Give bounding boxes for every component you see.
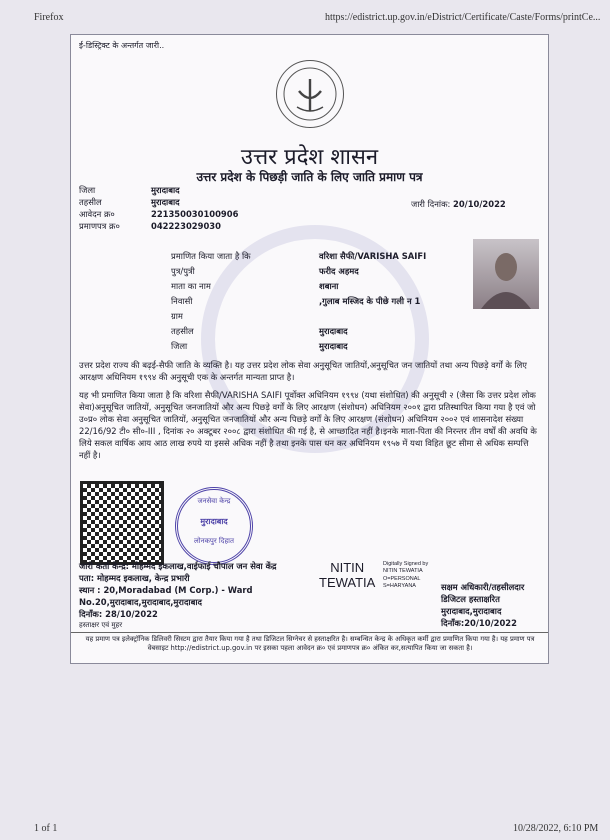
signature-line: हस्ताक्षर एवं मुहर [79, 620, 123, 629]
footer-divider [71, 632, 548, 633]
signer-name-line-2: TEWATIA [319, 574, 376, 590]
seal-top-text: जनसेवा केन्द्र [197, 497, 231, 505]
father-name: फरीद अहमद [319, 266, 359, 276]
issue-date-line: दिनाँक: 28/10/2022 [79, 608, 158, 619]
detail-label: निवासी [171, 296, 193, 306]
authority-title: सक्षम अधिकारी/तहसीलदार [441, 582, 525, 592]
page-url: https://edistrict.up.gov.in/eDistrict/Certificate/Caste/Forms/printCe... [325, 12, 601, 23]
detail-label: जिला [171, 341, 188, 351]
certificate-no-label: प्रमाणपत्र क्र० [79, 220, 120, 231]
detail-row [171, 251, 461, 266]
page-indicator: 1 of 1 [34, 823, 58, 834]
issuing-centre: जारी कर्ता केन्द्र: मोहम्मद इकलाख,वाईफाई चौपाल जन सेवा केंद्र [79, 561, 277, 571]
applicant-name: वरिशा सैफी/VARISHA SAIFI [319, 251, 427, 261]
caste-statement: उत्तर प्रदेश राज्य की बढ़ई-सैफी जाति के व्यक्ति है। यह उत्तर प्रदेश लोक सेवा अनुसूचित जातियों,अनुसूचित जन जातियों तथा अन्य पिछड़े वर्गों के लिए आरक्षण अधिनियम १९९४ की अनुसूची एक के अन्तर्गत मान्यता प्राप्त है। [79, 360, 527, 382]
detail-row [171, 266, 461, 281]
tehsil-detail-value: मुरादाबाद [319, 326, 348, 336]
detail-row [171, 311, 461, 326]
seal-mid-text: मुरादाबाद [200, 517, 228, 526]
detail-block [171, 251, 461, 356]
tehsil-value: मुरादाबाद [151, 196, 180, 207]
qr-code [80, 481, 164, 565]
applicant-photo [473, 239, 539, 309]
digital-signature-text: Digitally Signed by NITIN TEWATIA O=PERSONAL S=HARYANA [383, 561, 429, 590]
signer-name-line-1: NITIN [330, 560, 365, 575]
mother-name: शबाना [319, 281, 339, 291]
address-line-2: No.20,मुरादाबाद,मुरादाबाद,मुरादाबाद [79, 596, 202, 607]
certificate-title: उत्तर प्रदेश शासन [240, 145, 379, 170]
district-value: मुरादाबाद [151, 185, 180, 195]
issue-date-value: 20/10/2022 [453, 199, 506, 209]
centre-in-charge: पता: मोहम्मद इकलाख, केन्द्र प्रभारी [79, 572, 190, 583]
detail-label: ग्राम [171, 311, 183, 321]
address-value: ,गुलाब मस्जिद के पीछे गली न 1 [319, 296, 421, 306]
signer-name [319, 561, 375, 591]
district-label: जिला [79, 185, 96, 195]
authority-digital: डिजिटल हस्ताक्षरित [441, 593, 500, 604]
issue-date [411, 199, 506, 211]
office-seal [175, 487, 253, 565]
detail-label: तहसील [171, 326, 194, 336]
detail-row [171, 296, 461, 311]
detail-row [171, 281, 461, 296]
authority-date: दिनाँक:20/10/2022 [441, 617, 517, 628]
district-detail-value: मुरादाबाद [319, 341, 348, 351]
print-timestamp: 10/28/2022, 6:10 PM [513, 823, 599, 834]
application-number: 221350030100906 [151, 208, 239, 219]
authority-place: मुरादाबाद,मुरादाबाद [441, 605, 502, 616]
address-line-1: स्थान : 20,Moradabad (M Corp.) - Ward [79, 584, 253, 595]
detail-label: प्रमाणित किया जाता है कि [171, 251, 251, 261]
authority-block [441, 582, 545, 630]
detail-label: माता का नाम [171, 281, 211, 291]
meta-labels [79, 185, 120, 233]
issue-date-label: जारी दिनांक: [411, 199, 451, 209]
verification-footnote: यह प्रमाण पत्र इलेक्ट्रॉनिक डिलिवरी सिस्टम द्वारा तैयार किया गया है तथा डिजिटल सिग्नेचर से हस्ताक्षरित है। सम्बन्धित केन्द्र के अधिकृत कर्मी द्वारा प्रमाणित किया गया है। यह प्रमाण पत्र वेबसाइट http://edistrict.up.gov.in पर इसका पहला आवेदन क्र० एवं प्रमाणपत्र क्र० अंकित कर,सत्यापित किया जा सकता है। [85, 635, 535, 653]
top-note: ई-डिस्ट्रिक्ट के अन्तर्गत जारी.. [79, 41, 165, 50]
browser-app-name: Firefox [34, 12, 64, 23]
detail-label: पुत्र/पुत्री [171, 266, 195, 276]
detail-row [171, 326, 461, 341]
eligibility-statement: यह भी प्रमाणित किया जाता है कि वरिशा सैफी/VARISHA SAIFI पूर्वोक्त अधिनियम १९९४ (यथा संशोधित) की अनुसूची २ (जैसा कि उत्तर प्रदेश लोक सेवा)अनुसूचित जातियों, अनुसूचित जनजातियों और अन्य पिछड़े वर्गों के लिए आरक्षण (संशोधन) अधिनियम २००१ द्वारा प्रतिस्थापित किया गया है एवं जो उ०प्र० लोक सेवा अनुसूचित जातियों, अनुसूचित जनजातियों और अन्य पिछड़े वर्गों के लिए आरक्षण (संशोधन) अधिनियम २००२ एवं शासनादेश संख्या 22/16/92 टी० सी०-III , दिनांक २० अक्टूबर २००८ द्वारा संशोधित की गई है, से आच्छादित नहीं है।इनके माता-पिता की निरन्तर तीन वर्षों की अवधि के लिये सकल वार्षिक आय आठ लाख रुपये या इससे अधिक नहीं है तथा इनके पास धन कर अधिनियम १९५७ में यथा विहित छूट सीमा से अधिक सम्पत्ति नहीं है। [79, 390, 537, 460]
certificate-number: 042223029030 [151, 220, 221, 231]
certificate-subtitle: उत्तर प्रदेश के पिछड़ी जाति के लिए जाति प्रमाण पत्र [196, 170, 423, 184]
meta-values [151, 185, 238, 233]
certificate-sheet [70, 34, 549, 664]
seal-bottom-text: लोनकपुर दिहात [194, 537, 234, 545]
up-government-emblem-icon [276, 60, 344, 128]
tehsil-label: तहसील [79, 196, 102, 207]
detail-row [171, 341, 461, 356]
application-label: आवेदन क्र० [79, 208, 115, 219]
